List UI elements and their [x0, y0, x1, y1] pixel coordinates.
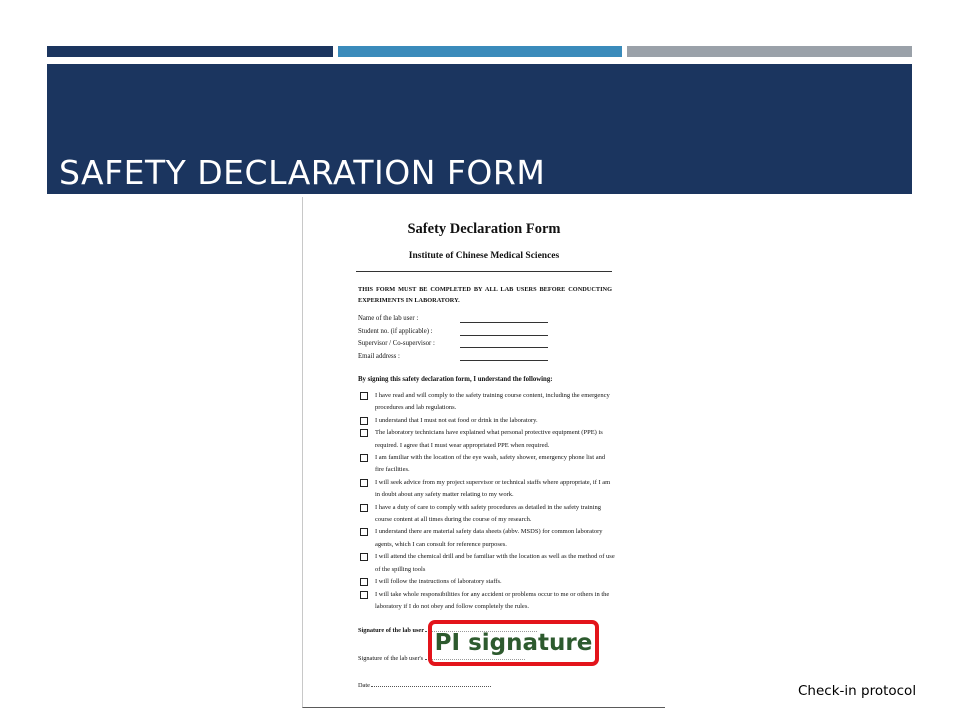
form-fields: [358, 315, 558, 365]
declaration-item: [359, 502, 615, 527]
field-label: Name of the lab user :: [358, 315, 419, 322]
field-row-supervisor: [358, 340, 558, 353]
declaration-intro: By signing this safety declaration form, I understand the following:: [358, 376, 553, 383]
pi-signature-callout: [428, 620, 599, 666]
title-band: [47, 64, 912, 194]
field-label: Student no. (if applicable) :: [358, 327, 433, 335]
accent-bar-dark: [47, 46, 333, 57]
declaration-item: [359, 576, 615, 588]
declaration-text: I understand there are material safety data sheets (abbv. MSDS) for common laboratory agents, which I can consult for reference purposes.: [375, 528, 603, 548]
checkbox-icon: [360, 553, 368, 561]
checkbox-icon: [360, 591, 368, 599]
checkbox-icon: [360, 454, 368, 462]
declaration-text: I have a duty of care to comply with safety procedures as detailed in the safety training course content at all times during the course of my research.: [375, 503, 601, 524]
declaration-text: I am familiar with the location of the eye wash, safety shower, emergency phone list and fire facilities.: [375, 454, 606, 474]
form-title: Safety Declaration Form: [407, 221, 561, 237]
field-line: [460, 360, 548, 361]
field-line: [460, 322, 548, 323]
field-row-email: [358, 353, 558, 366]
field-row-student-no: [358, 328, 558, 341]
declaration-item: [359, 415, 615, 427]
declaration-item: [359, 589, 615, 614]
date-label: Date: [358, 682, 370, 689]
declaration-text: I will attend the chemical drill and be familiar with the location as well as the method of use of the spilling tools: [375, 553, 615, 573]
declaration-item: [359, 526, 615, 551]
signature-label: Signature of the lab user: [358, 627, 424, 634]
declaration-text: I will follow the instructions of laboratory staffs.: [375, 578, 502, 586]
declaration-text: I have read and will comply to the safety training course content, including the emergency procedures and lab regulations.: [375, 392, 610, 412]
pi-signature-label: PI signature: [434, 630, 593, 656]
checkbox-icon: [360, 417, 368, 425]
declaration-item: [359, 452, 615, 477]
declaration-text: The laboratory technicians have explained what personal protective equipment (PPE) is required. I agree that I must wear appropriated PPE when required.: [375, 429, 603, 449]
declaration-item: [359, 390, 615, 415]
declaration-item: [359, 551, 615, 576]
checkbox-icon: [360, 392, 368, 400]
declaration-text: I will seek advice from my project supervisor or technical staffs where appropriate, if I am in doubt about any safety matter relating to my work.: [375, 478, 611, 499]
declaration-item: [359, 477, 615, 502]
form-notice: THIS FORM MUST BE COMPLETED BY ALL LAB USERS BEFORE CONDUCTING EXPERIMENTS IN LABORATORY.: [358, 286, 612, 304]
declaration-item: [359, 427, 615, 452]
accent-bar-gray: [627, 46, 912, 57]
declaration-list: [359, 390, 615, 613]
checkbox-icon: [360, 479, 368, 487]
slide-title: SAFETY DECLARATION FORM: [59, 153, 546, 192]
checkbox-icon: [360, 528, 368, 536]
field-line: [460, 347, 548, 348]
declaration-text: I will take whole responsibilities for any accident or problems occur to me or others in the laboratory if I do not obey and follow completely the rules.: [375, 590, 610, 610]
form-subtitle: Institute of Chinese Medical Sciences: [408, 251, 560, 261]
checkbox-icon: [360, 504, 368, 512]
date-line: [371, 686, 491, 687]
accent-bar-blue: [338, 46, 622, 57]
field-row-name: [358, 315, 558, 328]
signature-label: Signature of the lab user's: [358, 655, 424, 662]
footer-caption: Check-in protocol: [798, 683, 917, 699]
field-label: Supervisor / Co-supervisor :: [358, 340, 435, 348]
checkbox-icon: [360, 429, 368, 437]
field-line: [460, 335, 548, 336]
date-row: [358, 682, 491, 689]
form-divider: [356, 271, 612, 272]
field-label: Email address :: [358, 352, 400, 360]
checkbox-icon: [360, 578, 368, 586]
declaration-text: I understand that I must not eat food or drink in the laboratory.: [375, 416, 538, 424]
